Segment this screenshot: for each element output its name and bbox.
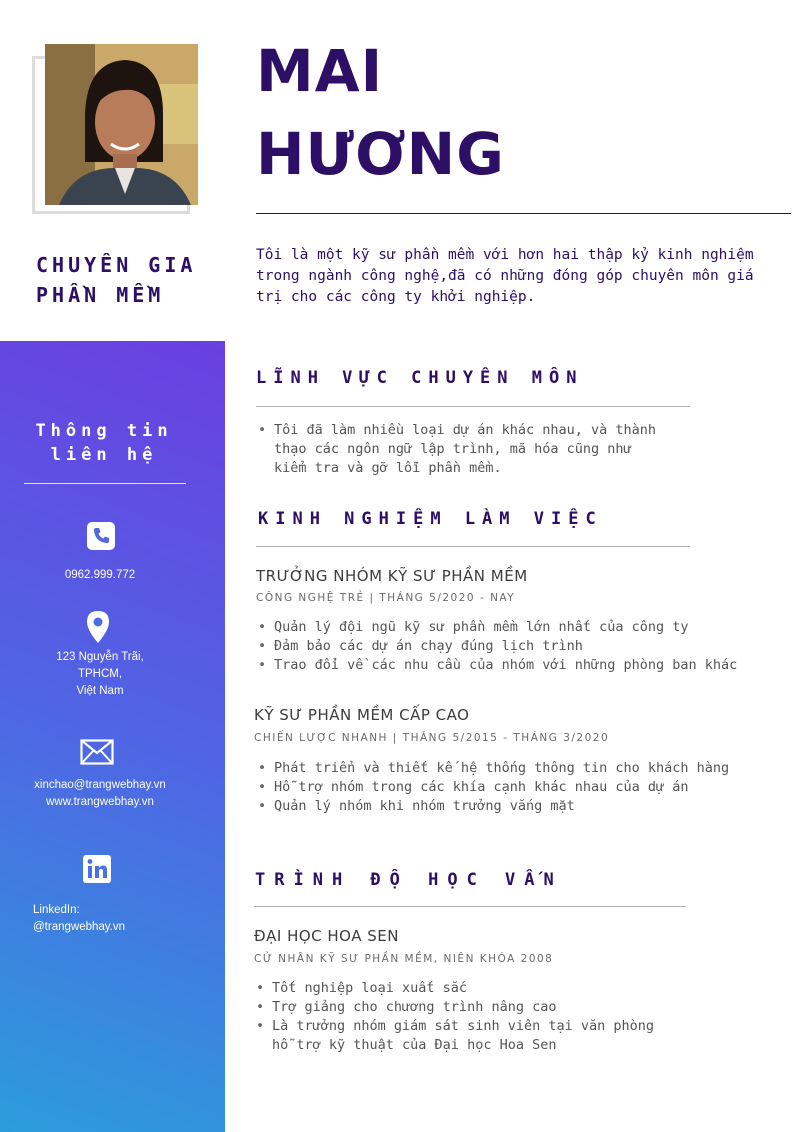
expertise-list [256, 421, 666, 478]
education-bullets [254, 979, 654, 1055]
profile-photo-illustration [45, 44, 198, 205]
name-divider [256, 213, 791, 214]
contact-phone: 0962.999.772 [64, 569, 136, 581]
experience-heading: KINH NGHIỆM LÀM VIỆC [258, 509, 603, 529]
contact-divider [24, 483, 186, 484]
list-item: • Tốt nghiệp loại xuất sắc [254, 979, 654, 998]
expertise-heading: LĨNH VỰC CHUYÊN MÔN [256, 368, 584, 388]
education-meta: CỬ NHÂN KỸ SƯ PHẦN MỀM, NIÊN KHÓA 2008 [254, 953, 554, 965]
list-item: • Đảm bảo các dự án chạy đúng lịch trình [256, 637, 776, 656]
contact-email [0, 777, 200, 811]
address-line: 123 Nguyễn Trãi, [56, 651, 144, 663]
address-line: TPHCM, [77, 668, 123, 680]
website[interactable]: www.trangwebhay.vn [46, 796, 154, 808]
address-line: Việt Nam [76, 685, 124, 697]
email-address[interactable]: xinchao@trangwebhay.vn [34, 779, 166, 791]
contact-address [0, 649, 200, 700]
name-last: HƯƠNG [256, 120, 505, 188]
job-2-title: KỸ SƯ PHẦN MỀM CẤP CAO [254, 706, 470, 724]
list-item: • Trao đổi về các nhu cầu của nhóm với những phòng ban khác [256, 656, 776, 675]
list-item: • Quản lý đội ngũ kỹ sư phần mềm lớn nhất của công ty [256, 618, 776, 637]
list-item: • Phát triển và thiết kế hệ thống thông tin cho khách hàng [256, 759, 776, 778]
education-school: ĐẠI HỌC HOA SEN [254, 927, 399, 945]
experience-divider [256, 546, 690, 547]
expertise-divider [256, 406, 690, 407]
linkedin-icon [82, 854, 112, 884]
job-1-bullets [256, 618, 776, 675]
list-item: • Hỗ trợ nhóm trong các khía cạnh khác nhau của dự án [256, 778, 776, 797]
job-2-meta: CHIẾN LƯỢC NHANH | THÁNG 5/2015 - THÁNG 3/2020 [254, 732, 610, 744]
list-item: • Là trưởng nhóm giám sát sinh viên tại văn phòng hỗ trợ kỹ thuật của Đại học Hoa Sen [254, 1017, 654, 1055]
education-divider [254, 906, 686, 907]
job-1-title: TRƯỞNG NHÓM KỸ SƯ PHẦN MỀM [256, 567, 528, 585]
linkedin-label: LinkedIn: [33, 904, 80, 916]
list-item: • Trợ giảng cho chương trình nâng cao [254, 998, 654, 1017]
education-heading: TRÌNH ĐỘ HỌC VẤN [255, 870, 563, 890]
phone-icon [86, 521, 116, 551]
contact-heading: Thông tin liên hệ [35, 421, 173, 465]
name-first: MAI [256, 37, 384, 105]
list-item: • Quản lý nhóm khi nhóm trưởng vắng mặt [256, 797, 776, 816]
contact-linkedin [33, 902, 203, 936]
summary: Tôi là một kỹ sư phần mềm với hơn hai thập kỷ kinh nghiệm trong ngành công nghệ,đã có những đóng góp chuyên môn giá trị cho các công ty khởi nghiệp. [256, 247, 754, 305]
job-2-bullets [256, 759, 776, 816]
job-1-meta: CÔNG NGHỆ TRẺ | THÁNG 5/2020 - NAY [256, 592, 516, 604]
location-icon [86, 610, 110, 644]
list-item: • Tôi đã làm nhiều loại dự án khác nhau, và thành thạo các ngôn ngữ lập trình, mã hóa cũng như kiểm tra và gỡ lỗi phần mềm. [256, 421, 666, 478]
job-title: CHUYÊN GIA PHẦN MỀM [36, 253, 197, 307]
profile-photo [45, 44, 198, 205]
linkedin-handle[interactable]: @trangwebhay.vn [33, 921, 126, 933]
envelope-icon [80, 739, 114, 765]
